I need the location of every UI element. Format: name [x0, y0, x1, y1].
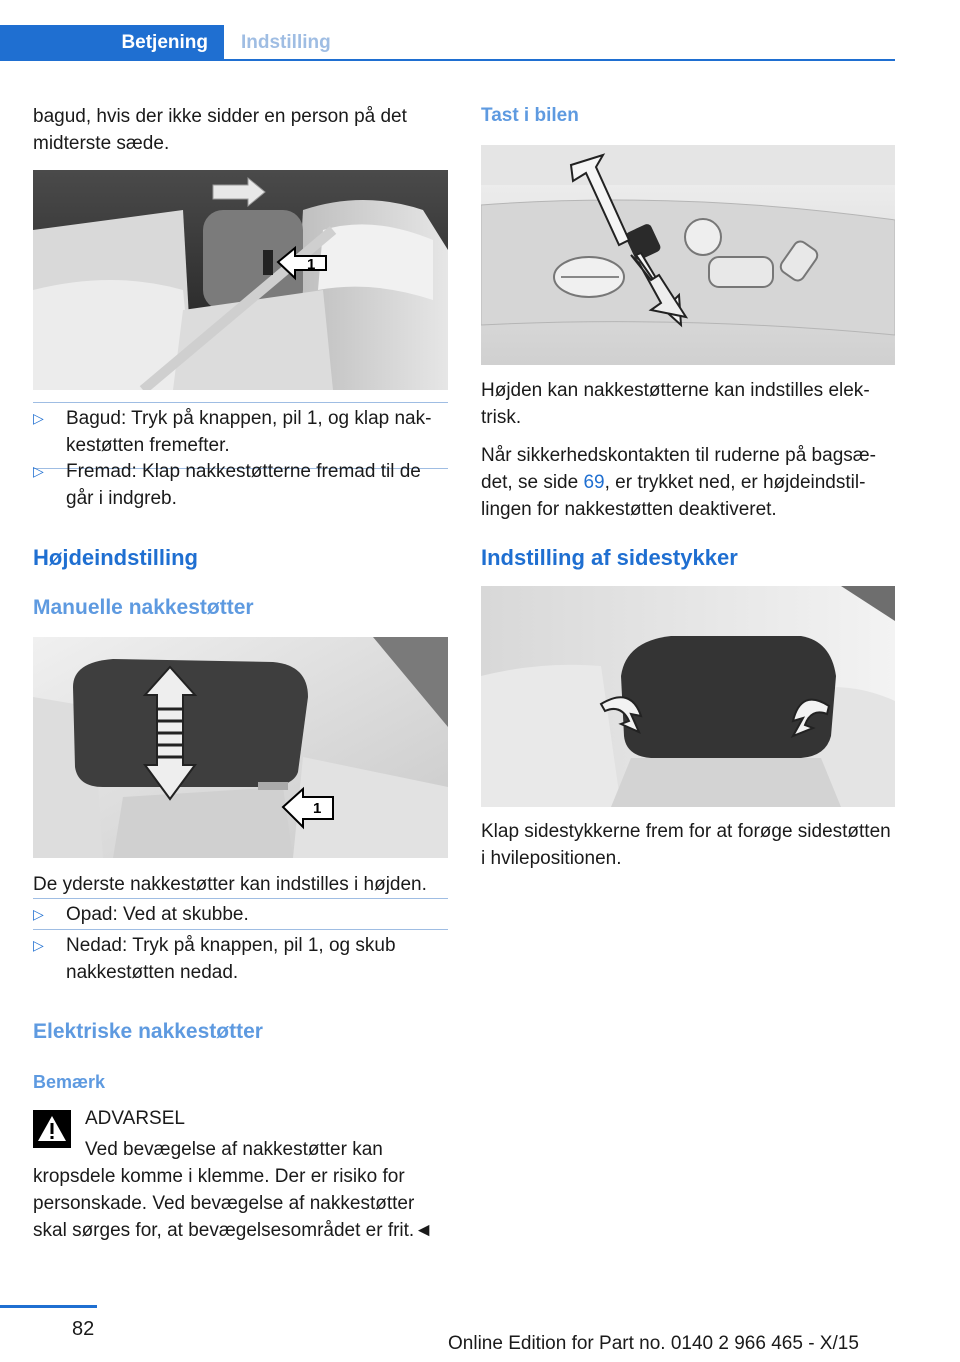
triangle-bullet-icon: ▷	[33, 906, 44, 922]
side-paragraph: Klap sidestykkerne frem for at forøge sidestøtten i hvilepositionen.	[481, 821, 891, 869]
intro-paragraph: bagud, hvis der ikke sidder en person på det midterste sæde.	[33, 106, 407, 154]
triangle-bullet-icon: ▷	[33, 937, 44, 953]
bullet-separator	[33, 929, 448, 930]
bullet-separator	[33, 898, 448, 899]
section-heading-height: Højdeindstilling	[33, 545, 198, 570]
page-number: 82	[72, 1318, 95, 1340]
bullet-list-manual: ▷ Opad: Ved at skubbe. ▷ Nedad: Tryk på knappen, pil 1, og skub nakkestøtten nedad.	[33, 901, 448, 991]
footer-edition: Online Edition for Part no. 0140 2 966 465 - X/15	[448, 1333, 859, 1354]
bullet-list-fold: ▷ Bagud: Tryk på knappen, pil 1, og klap nakkestøtten fremefter. ▷ Fremad: Klap nakkestøtterne fremad til de går i indgreb.	[33, 405, 448, 525]
seat-buttons-photo	[481, 145, 895, 365]
note-label: Bemærk	[33, 1072, 106, 1092]
warning-title: ADVARSEL	[85, 1108, 185, 1129]
button-paragraph: Højden kan nakkestøtterne kan indstilles elektrisk.	[481, 380, 870, 428]
subheading-electric: Elektriske nakkestøtter	[33, 1020, 263, 1043]
callout-1-fold: 1	[307, 256, 316, 273]
subheading-button: Tast i bilen	[481, 105, 579, 126]
tab-betjening[interactable]: Betjening	[0, 25, 224, 61]
triangle-bullet-icon: ▷	[33, 463, 44, 479]
side-wings-photo	[481, 586, 895, 807]
page-link-69[interactable]: 69	[583, 472, 605, 493]
safety-paragraph: Når sikkerhedskontakten til ruderne på bagsædet, se side 69, er trykket ned, er højdeindstillingen for nakkestøtten deaktiveret.	[481, 445, 876, 520]
warning-icon	[33, 1110, 71, 1148]
warning-text-first-line: Ved bevægelse af nakkestøtter kan	[85, 1139, 383, 1160]
headrest-fold-photo	[33, 170, 448, 390]
subheading-manual: Manuelle nakkestøtter	[33, 596, 254, 619]
manual-paragraph: De yderste nakkestøtter kan indstilles i højden.	[33, 874, 427, 895]
footer-rule	[0, 1305, 97, 1308]
triangle-bullet-icon: ▷	[33, 410, 44, 426]
tab-indstilling[interactable]: Indstilling	[241, 32, 331, 53]
section-heading-side: Indstilling af sidestykker	[481, 545, 738, 570]
bullet-separator	[33, 402, 448, 403]
warning-text: kropsdele komme i klemme. Der er risiko for personskade. Ved bevægelse af nakkestøtter skal sørges for, at bevægelsesområdet er frit.◄	[33, 1166, 434, 1241]
callout-1-manual: 1	[313, 800, 322, 817]
manual-headrest-photo	[33, 637, 448, 858]
